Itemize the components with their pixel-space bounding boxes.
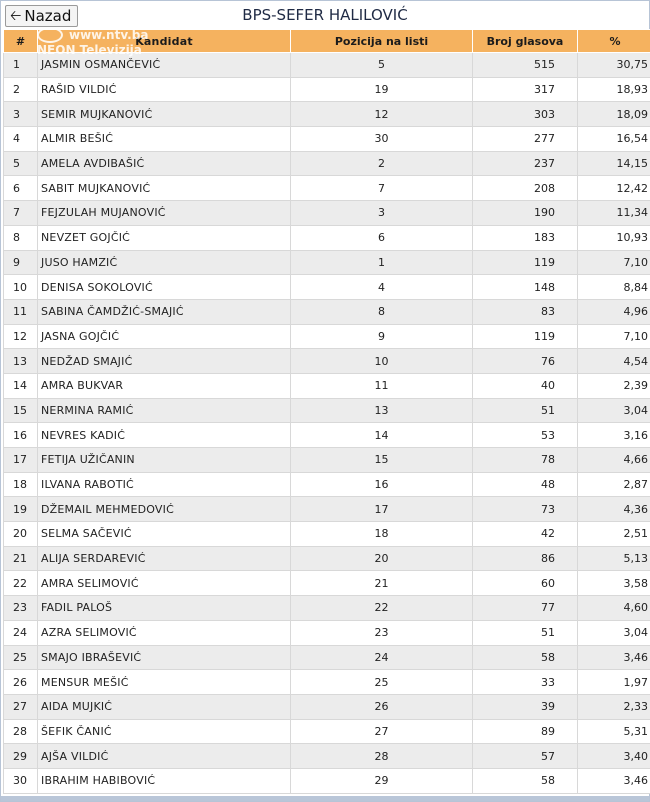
cell-list-position: 2 — [291, 151, 473, 176]
cell-number: 6 — [4, 176, 38, 201]
cell-candidate: JUSO HAMZIĆ — [38, 250, 291, 275]
cell-votes: 148 — [473, 275, 578, 300]
window-bottom-bar — [1, 796, 649, 801]
cell-percent: 1,97 — [578, 670, 650, 695]
cell-list-position: 23 — [291, 620, 473, 645]
back-button-label: Nazad — [24, 7, 72, 25]
cell-candidate: ILVANA RABOTIĆ — [38, 472, 291, 497]
table-row[interactable] — [4, 448, 650, 473]
cell-list-position: 26 — [291, 694, 473, 719]
cell-votes: 83 — [473, 299, 578, 324]
cell-candidate: IBRAHIM HABIBOVIĆ — [38, 768, 291, 793]
cell-candidate: AMELA AVDIBAŠIĆ — [38, 151, 291, 176]
cell-list-position: 19 — [291, 77, 473, 102]
cell-list-position: 21 — [291, 571, 473, 596]
watermark-url: www.ntv.ba — [69, 28, 149, 42]
cell-candidate: SMAJO IBRAŠEVIĆ — [38, 645, 291, 670]
table-row[interactable] — [4, 324, 650, 349]
cell-candidate: FEJZULAH MUJANOVIĆ — [38, 201, 291, 226]
cell-list-position: 3 — [291, 201, 473, 226]
table-row[interactable] — [4, 102, 650, 127]
table-row[interactable] — [4, 176, 650, 201]
cell-number: 3 — [4, 102, 38, 127]
table-row[interactable] — [4, 373, 650, 398]
cell-list-position: 28 — [291, 744, 473, 769]
cell-candidate: JASMIN OSMANČEVIĆ — [38, 53, 291, 78]
table-row[interactable] — [4, 744, 650, 769]
column-header-votes[interactable]: Broj glasova — [473, 30, 578, 53]
cell-percent: 7,10 — [578, 250, 650, 275]
cell-list-position: 22 — [291, 596, 473, 621]
cell-percent: 30,75 — [578, 53, 650, 78]
cell-number: 22 — [4, 571, 38, 596]
table-row[interactable] — [4, 571, 650, 596]
cell-list-position: 14 — [291, 423, 473, 448]
cell-number: 9 — [4, 250, 38, 275]
cell-number: 24 — [4, 620, 38, 645]
cell-votes: 39 — [473, 694, 578, 719]
cell-number: 19 — [4, 497, 38, 522]
cell-votes: 89 — [473, 719, 578, 744]
cell-candidate: DŽEMAIL MEHMEDOVIĆ — [38, 497, 291, 522]
cell-votes: 48 — [473, 472, 578, 497]
table-row[interactable] — [4, 472, 650, 497]
page-title: BPS-SEFER HALILOVIĆ — [242, 6, 408, 24]
cell-votes: 42 — [473, 522, 578, 547]
table-row[interactable] — [4, 250, 650, 275]
cell-votes: 515 — [473, 53, 578, 78]
cell-percent: 2,33 — [578, 694, 650, 719]
cell-list-position: 17 — [291, 497, 473, 522]
table-row[interactable] — [4, 398, 650, 423]
cell-candidate: NERMINA RAMIĆ — [38, 398, 291, 423]
cell-percent: 4,60 — [578, 596, 650, 621]
cell-number: 12 — [4, 324, 38, 349]
cell-percent: 18,09 — [578, 102, 650, 127]
cell-percent: 4,96 — [578, 299, 650, 324]
table-row[interactable] — [4, 719, 650, 744]
cell-candidate: ŠEFIK ČANIĆ — [38, 719, 291, 744]
cell-list-position: 20 — [291, 546, 473, 571]
cell-candidate: RAŠID VILDIĆ — [38, 77, 291, 102]
cell-percent: 5,13 — [578, 546, 650, 571]
column-header-candidate[interactable]: Kandidat — [38, 30, 291, 53]
cell-number: 2 — [4, 77, 38, 102]
cell-votes: 78 — [473, 448, 578, 473]
cell-votes: 51 — [473, 620, 578, 645]
table-row[interactable] — [4, 53, 650, 78]
table-row[interactable] — [4, 596, 650, 621]
table-row[interactable] — [4, 546, 650, 571]
cell-percent: 14,15 — [578, 151, 650, 176]
cell-list-position: 29 — [291, 768, 473, 793]
cell-candidate: AMRA BUKVAR — [38, 373, 291, 398]
cell-percent: 10,93 — [578, 225, 650, 250]
cell-votes: 58 — [473, 768, 578, 793]
cell-number: 18 — [4, 472, 38, 497]
cell-candidate: DENISA SOKOLOVIĆ — [38, 275, 291, 300]
cell-list-position: 7 — [291, 176, 473, 201]
table-row[interactable] — [4, 768, 650, 793]
cell-number: 30 — [4, 768, 38, 793]
cell-votes: 86 — [473, 546, 578, 571]
cell-candidate: SEMIR MUJKANOVIĆ — [38, 102, 291, 127]
cell-candidate: AMRA SELIMOVIĆ — [38, 571, 291, 596]
cell-number: 8 — [4, 225, 38, 250]
cell-list-position: 30 — [291, 127, 473, 152]
cell-votes: 277 — [473, 127, 578, 152]
cell-number: 25 — [4, 645, 38, 670]
cell-percent: 3,58 — [578, 571, 650, 596]
cell-list-position: 13 — [291, 398, 473, 423]
cell-number: 5 — [4, 151, 38, 176]
table-row[interactable] — [4, 151, 650, 176]
cell-number: 27 — [4, 694, 38, 719]
cell-votes: 237 — [473, 151, 578, 176]
cell-percent: 4,66 — [578, 448, 650, 473]
cell-votes: 51 — [473, 398, 578, 423]
cell-candidate: AJŠA VILDIĆ — [38, 744, 291, 769]
cell-list-position: 8 — [291, 299, 473, 324]
cell-list-position: 4 — [291, 275, 473, 300]
table-row[interactable] — [4, 127, 650, 152]
cell-percent: 12,42 — [578, 176, 650, 201]
cell-percent: 4,36 — [578, 497, 650, 522]
cell-candidate: NEVRES KADIĆ — [38, 423, 291, 448]
cell-list-position: 5 — [291, 53, 473, 78]
cell-list-position: 18 — [291, 522, 473, 547]
table-row[interactable] — [4, 299, 650, 324]
cell-candidate: AZRA SELIMOVIĆ — [38, 620, 291, 645]
cell-percent: 2,39 — [578, 373, 650, 398]
cell-number: 7 — [4, 201, 38, 226]
cell-votes: 208 — [473, 176, 578, 201]
table-row[interactable] — [4, 77, 650, 102]
cell-number: 13 — [4, 349, 38, 374]
cell-votes: 119 — [473, 324, 578, 349]
cell-list-position: 12 — [291, 102, 473, 127]
cell-candidate: NEVZET GOJČIĆ — [38, 225, 291, 250]
cell-candidate: NEDŽAD SMAJIĆ — [38, 349, 291, 374]
cell-list-position: 11 — [291, 373, 473, 398]
cell-percent: 4,54 — [578, 349, 650, 374]
cell-percent: 3,46 — [578, 768, 650, 793]
cell-candidate: SELMA SAČEVIĆ — [38, 522, 291, 547]
cell-list-position: 16 — [291, 472, 473, 497]
cell-votes: 60 — [473, 571, 578, 596]
cell-votes: 57 — [473, 744, 578, 769]
column-header-number[interactable]: # — [4, 30, 38, 53]
cell-candidate: SABINA ČAMDŽIĆ-SMAJIĆ — [38, 299, 291, 324]
cell-list-position: 24 — [291, 645, 473, 670]
cell-list-position: 25 — [291, 670, 473, 695]
cell-votes: 40 — [473, 373, 578, 398]
cell-list-position: 10 — [291, 349, 473, 374]
cell-votes: 77 — [473, 596, 578, 621]
table-row[interactable] — [4, 694, 650, 719]
cell-votes: 119 — [473, 250, 578, 275]
cell-percent: 11,34 — [578, 201, 650, 226]
cell-votes: 58 — [473, 645, 578, 670]
cell-number: 23 — [4, 596, 38, 621]
cell-number: 26 — [4, 670, 38, 695]
cell-candidate: AIDA MUJKIĆ — [38, 694, 291, 719]
cell-number: 14 — [4, 373, 38, 398]
cell-number: 21 — [4, 546, 38, 571]
table-row[interactable] — [4, 497, 650, 522]
table-row[interactable] — [4, 670, 650, 695]
table-row[interactable] — [4, 349, 650, 374]
results-table — [3, 29, 650, 794]
cell-candidate: JASNA GOJČIĆ — [38, 324, 291, 349]
cell-number: 4 — [4, 127, 38, 152]
cell-number: 15 — [4, 398, 38, 423]
cell-votes: 183 — [473, 225, 578, 250]
table-header-row — [4, 30, 650, 53]
table-row[interactable] — [4, 522, 650, 547]
watermark-channel: NEON Televizija — [37, 43, 142, 57]
table-row[interactable] — [4, 201, 650, 226]
cell-votes: 53 — [473, 423, 578, 448]
cell-number: 16 — [4, 423, 38, 448]
cell-list-position: 6 — [291, 225, 473, 250]
table-row[interactable] — [4, 645, 650, 670]
cell-number: 1 — [4, 53, 38, 78]
cell-candidate: FADIL PALOŠ — [38, 596, 291, 621]
cell-candidate: FETIJA UŽIČANIN — [38, 448, 291, 473]
cell-number: 20 — [4, 522, 38, 547]
cell-percent: 3,04 — [578, 398, 650, 423]
cell-percent: 2,51 — [578, 522, 650, 547]
cell-percent: 18,93 — [578, 77, 650, 102]
cell-votes: 76 — [473, 349, 578, 374]
cell-votes: 317 — [473, 77, 578, 102]
arrow-left-icon: 🡠 — [10, 8, 22, 24]
cell-candidate: ALMIR BEŠIĆ — [38, 127, 291, 152]
cell-percent: 3,04 — [578, 620, 650, 645]
cell-number: 10 — [4, 275, 38, 300]
cell-number: 29 — [4, 744, 38, 769]
cell-votes: 73 — [473, 497, 578, 522]
cell-number: 28 — [4, 719, 38, 744]
column-header-percent[interactable]: % — [578, 30, 650, 53]
cell-votes: 190 — [473, 201, 578, 226]
cell-percent: 3,46 — [578, 645, 650, 670]
cell-percent: 16,54 — [578, 127, 650, 152]
cell-number: 17 — [4, 448, 38, 473]
cell-list-position: 9 — [291, 324, 473, 349]
cell-candidate: SABIT MUJKANOVIĆ — [38, 176, 291, 201]
cell-candidate: MENSUR MEŠIĆ — [38, 670, 291, 695]
cell-votes: 303 — [473, 102, 578, 127]
cell-candidate: ALIJA SERDAREVIĆ — [38, 546, 291, 571]
cell-percent: 5,31 — [578, 719, 650, 744]
cell-percent: 2,87 — [578, 472, 650, 497]
cell-percent: 3,16 — [578, 423, 650, 448]
table-row[interactable] — [4, 423, 650, 448]
table-row[interactable] — [4, 275, 650, 300]
cell-list-position: 1 — [291, 250, 473, 275]
table-row[interactable] — [4, 620, 650, 645]
cell-percent: 3,40 — [578, 744, 650, 769]
table-row[interactable] — [4, 225, 650, 250]
cell-list-position: 27 — [291, 719, 473, 744]
cell-number: 11 — [4, 299, 38, 324]
cell-votes: 33 — [473, 670, 578, 695]
cell-percent: 7,10 — [578, 324, 650, 349]
cell-percent: 8,84 — [578, 275, 650, 300]
column-header-list-position[interactable]: Pozicija na listi — [291, 30, 473, 53]
cell-list-position: 15 — [291, 448, 473, 473]
back-button[interactable] — [5, 5, 78, 27]
